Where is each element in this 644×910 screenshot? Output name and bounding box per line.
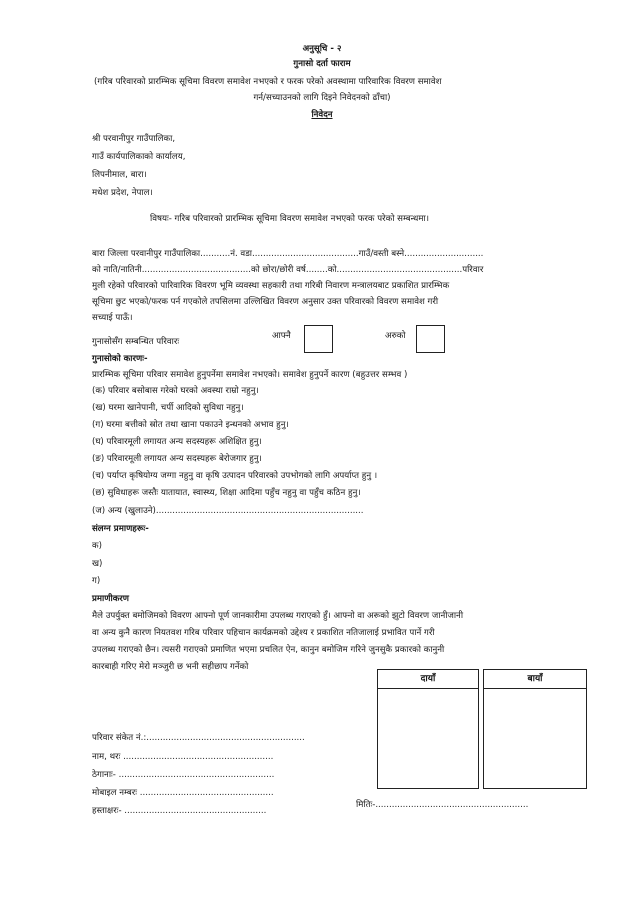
relation-own-label: आफ्नै [272, 331, 291, 341]
reason-item: (ज) अन्य (खुलाउने)............................................................................ [92, 506, 364, 516]
application-heading: निवेदन [311, 110, 333, 120]
reason-item: (घ) परिवारमूली लगायत अन्य सदस्यहरू अशिक्षित हुनु। [92, 437, 262, 447]
reason-item: (क) परिवार बसोबास गरेको घरको अवस्था राम्रो नहुनु। [92, 386, 259, 396]
form-title: गुनासो दर्ता फाराम [293, 59, 351, 69]
relation-label: गुनासोसँग सम्बन्धित परिवारः [92, 337, 180, 347]
date-field[interactable]: मितिः-........................................................ [356, 800, 529, 810]
certification-heading: प्रमाणीकरण [92, 594, 130, 604]
signature-field[interactable]: हस्ताक्षरः- .................................................... [92, 806, 267, 816]
name-field[interactable]: नाम, थरः ....................................................... [92, 752, 274, 762]
body-line: सच्याई पाऊँ। [92, 313, 133, 323]
body-line: बारा जिल्ला परवानीपुर गाउँपालिका...........नं. वडा.......................................गाउँ/वस्ती बस्ने............................. [92, 249, 484, 259]
fingerprint-right-box[interactable] [377, 669, 479, 789]
evidence-item: क) [92, 541, 102, 551]
address-field[interactable]: ठेगानाः- ......................................................... [92, 770, 275, 780]
addressee-line: मधेश प्रदेश, नेपाल। [92, 188, 153, 198]
annex-number: अनुसूचि - २ [302, 44, 342, 54]
addressee-line: गाउँ कार्यपालिकाको कार्यालय, [92, 152, 186, 162]
evidence-item: ग) [92, 576, 101, 586]
fingerprint-left-label: बायाँ [484, 670, 586, 689]
form-subtitle-line2: गर्न/सच्याउनको लागि दिइने निवेदनको ढाँचा) [253, 93, 391, 103]
reason-item: (ङ) परिवारमूली लगायत अन्य सदस्यहरू बेरोजगार हुनु। [92, 454, 262, 464]
body-line: मुली रहेको परिवारको पारिवारिक विवरण भूमि व्यवस्था सहकारी तथा गरिबी निवारण मन्त्रालयबाट प्रकाशित प्रारम्भिक [92, 281, 450, 291]
fingerprint-right-label: दायाँ [378, 670, 478, 689]
certification-line: वा अन्य कुनै कारण नियतवश गरिब परिवार पहिचान कार्यक्रमको उद्देश्य र प्रकाशित नतिजालाई प्रभावित पार्ने गरी [92, 628, 435, 638]
certification-line: कारबाही गरिए मेरो मञ्जुरी छ भनी सहीछाप गर्नेको [92, 662, 249, 672]
body-line: को नाति/नातिनी........................................को छोरा/छोरी वर्ष........को..............................................परिवार [92, 265, 484, 275]
relation-own-checkbox[interactable] [304, 325, 333, 353]
evidence-item: ख) [92, 559, 103, 569]
evidence-heading: संलग्न प्रमाणहरूः- [92, 524, 149, 534]
fingerprint-left-box[interactable] [483, 669, 587, 789]
certification-line: उपलब्ध गराएको छैन। त्यसरी गराएको प्रमाणित भएमा प्रचलित ऐन, कानुन बमोजिम गरिने जुनसुकै प्रकारको कानुनी [92, 645, 445, 655]
body-line: सूचिमा छुट भएको/फरक पर्न गएकोले तपसिलमा उल्लिखित विवरण अनुसार उक्त परिवारको विवरण समावेश गरी [92, 297, 439, 307]
subject-line: विषयः- गरिब परिवारको प्रारम्भिक सूचिमा विवरण समावेश नभएको फरक परेको सम्बन्धमा। [150, 214, 429, 224]
reason-item: (च) पर्याप्त कृषियोग्य जग्गा नहुनु वा कृषि उत्पादन परिवारको उपभोगको लागि अपर्याप्त हुनु । [92, 471, 378, 481]
addressee-line: लिपनीमाल, बारा। [92, 170, 147, 180]
reason-item: (छ) सुविधाहरू जस्तैः यातायात, स्वास्थ्य, शिक्षा आदिमा पहुँच नहुनु वा पहुँच कठिन हुनु। [92, 488, 361, 498]
reason-item: (ग) घरमा बत्तीको स्रोत तथा खाना पकाउने इन्धनको अभाव हुनु। [92, 420, 289, 430]
certification-line: मैले उपर्युक्त बमोजिमको विवरण आफ्नो पूर्ण जानकारीमा उपलब्ध गराएको हुँ। आफ्नो वा अरूको झुटो विवरण जानीजानी [92, 611, 464, 621]
mobile-field[interactable]: मोबाइल नम्बरः ................................................. [92, 788, 274, 798]
reason-item: (ख) घरमा खानेपानी, चर्पी आदिको सुविधा नहुनु। [92, 403, 244, 413]
form-subtitle-line1: (गरिब परिवारको प्रारम्भिक सूचिमा विवरण समावेश नभएको र फरक परेको अवस्थामा पारिवारिक विवरण समावेश [94, 77, 442, 87]
reasons-heading: गुनासोको कारणः- [92, 354, 148, 364]
relation-others-checkbox[interactable] [416, 325, 445, 353]
addressee-line: श्री परवानीपुर गाउँपालिका, [92, 134, 176, 144]
relation-others-label: अरुको [385, 331, 406, 341]
family-code-field[interactable]: परिवार संकेत नं.:.......................................................... [92, 733, 305, 743]
reasons-intro: प्रारम्भिक सूचिमा परिवार समावेश हुनुपर्नेमा समावेश नभएको। समावेश हुनुपर्ने कारण (बहुउत्तर सम्भव ) [92, 370, 408, 380]
